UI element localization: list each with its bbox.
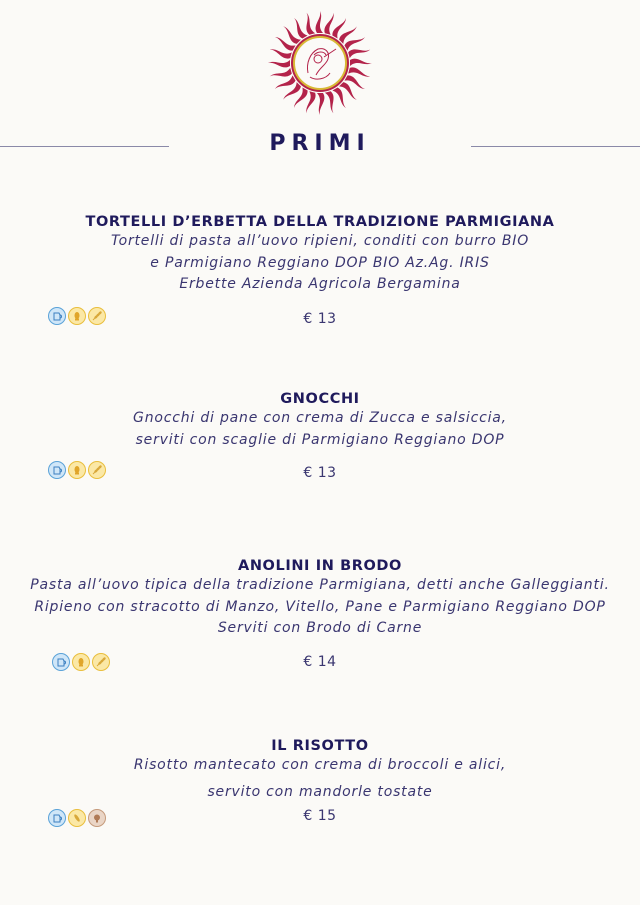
dish-description-line: servito con mandorle tostate [207, 783, 433, 800]
dish-risotto [0, 737, 640, 803]
dish-price: € 15 [303, 808, 337, 824]
divider-right [471, 146, 640, 147]
dish-description-line: serviti con scaglie di Parmigiano Reggiano DOP [135, 431, 505, 448]
dish-description-line: Pasta all’uovo tipica della tradizione Parmigiana, detti anche Galleggianti. [30, 577, 610, 593]
dish-description-line: e Parmigiano Reggiano DOP BIO Az.Ag. IRIS [150, 254, 490, 271]
dish-price: € 13 [303, 465, 337, 481]
dish-description-line: Tortelli di pasta all’uovo ripieni, conditi con burro BIO [110, 233, 530, 249]
section-title: PRIMI [269, 131, 371, 156]
dish-name: IL RISOTTO [271, 738, 369, 754]
dish-description-line: Ripieno con stracotto di Manzo, Vitello, Pane e Parmigiano Reggiano DOP [34, 598, 606, 615]
dish-name: ANOLINI IN BRODO [238, 558, 402, 574]
dish-name: TORTELLI D’ERBETTA DELLA TRADIZIONE PARMIGIANA [85, 214, 555, 230]
dish-name: GNOCCHI [280, 391, 360, 407]
dish-description-line: Serviti con Brodo di Carne [217, 620, 423, 636]
dish-tortelli [0, 213, 640, 296]
dish-description-line: Erbette Azienda Agricola Bergamina [179, 276, 461, 292]
dish-anolini [0, 557, 640, 640]
dish-price: € 14 [303, 654, 337, 670]
dish-description-line: Gnocchi di pane con crema di Zucca e salsiccia, [133, 410, 507, 426]
sun-logo-icon [267, 10, 373, 116]
dish-gnocchi [0, 390, 640, 451]
dish-description-line: Risotto mantecato con crema di broccoli e alici, [133, 757, 507, 773]
dish-price: € 13 [303, 311, 337, 327]
